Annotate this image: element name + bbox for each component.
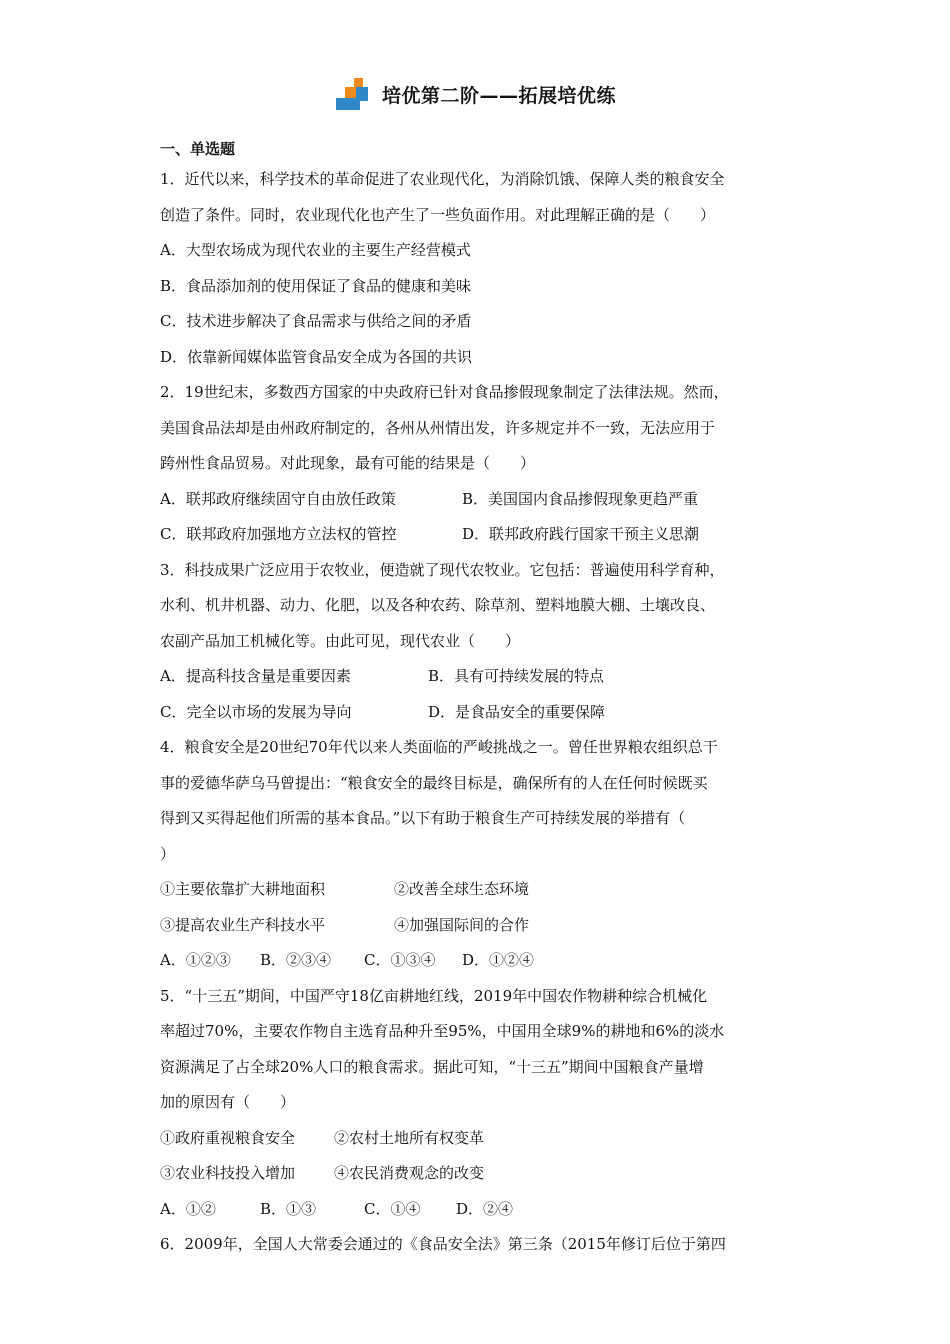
option-b: B．美国国内食品掺假现象更趋严重 [462,489,699,508]
option-b: B．具有可持续发展的特点 [428,667,605,685]
statement-row [160,908,796,944]
logo-icon [334,78,376,110]
question-text-line: 5．“十三五”期间，中国严守18亿亩耕地红线，2019年中国农作物耕种综合机械化 [160,986,708,1005]
question-6 [160,1227,796,1263]
question-text-line: 美国食品法却是由州政府制定的，各州从州情出发，许多规定并不一致，无法应用于 [160,418,716,437]
option-row [160,482,796,518]
statement-item: ④加强国际间的合作 [394,915,530,934]
question-1 [160,162,796,375]
question-text-line: 得到又买得起他们所需的基本食品。”以下有助于粮食生产可持续发展的举措有（ [160,809,686,827]
statement-item: ①政府重视粮食安全 [160,1128,296,1147]
option-b: B．②③④ [260,951,332,969]
page-header [0,74,950,114]
question-4 [160,730,796,979]
question-text-line: 事的爱德华萨乌马曾提出：“粮食安全的最终目标是，确保所有的人在任何时候既买 [160,773,708,792]
question-text-line: 6．2009年，全国人大常委会通过的《食品安全法》第三条（2015年修订后位于第四 [160,1235,726,1253]
question-2 [160,375,796,553]
option-a: A．联邦政府继续固守自由放任政策 [160,489,396,508]
question-text-line: 农副产品加工机械化等。由此可见，现代农业（ ） [160,631,521,650]
option-b: B．食品添加剂的使用保证了食品的健康和美味 [160,276,472,295]
option-row [160,659,796,695]
question-text-line: 率超过70%，主要农作物自主选育品种升至95%，中国用全球9%的耕地和6%的淡水 [160,1022,725,1040]
question-text-line: 创造了条件。同时，农业现代化也产生了一些负面作用。对此理解正确的是（ ） [160,205,716,224]
question-text-line: 加的原因有（ ） [160,1093,296,1111]
question-text-line: 资源满足了占全球20%人口的粮食需求。据此可知，“十三五”期间中国粮食产量增 [160,1057,704,1076]
option-row [160,1192,796,1228]
page-title: 培优第二阶——拓展培优练 [381,84,616,107]
statement-item: ③农业科技投入增加 [160,1164,296,1182]
question-text-line: 2．19世纪末，多数西方国家的中央政府已针对食品掺假现象制定了法律法规。然而， [160,383,729,401]
option-a: A．①② [160,1199,216,1218]
option-a: A．提高科技含量是重要因素 [160,667,351,685]
option-d: D．②④ [456,1199,514,1218]
option-a: A．大型农场成为现代农业的主要生产经营模式 [160,241,471,259]
statement-row [160,1156,796,1192]
option-d: D．联邦政府践行国家干预主义思潮 [462,525,700,543]
option-d: D．是食品安全的重要保障 [428,702,606,721]
statement-item: ②农村土地所有权变革 [334,1128,485,1147]
option-row [160,517,796,553]
option-row [160,943,796,979]
statement-row [160,1121,796,1157]
option-c: C．完全以市场的发展为导向 [160,702,352,721]
question-text-line: 3．科技成果广泛应用于农牧业，便造就了现代农牧业。它包括：普遍使用科学育种， [160,560,725,579]
option-c: C．①④ [364,1199,421,1218]
question-text-line: 4．粮食安全是20世纪70年代以来人类面临的严峻挑战之一。曾任世界粮农组织总干 [160,738,718,756]
question-text-line: ） [160,844,176,863]
option-a: A．①②③ [160,951,231,969]
question-text-line: 跨州性食品贸易。对此现象，最有可能的结果是（ ） [160,454,536,472]
option-c: C．①③④ [364,951,436,969]
option-c: C．技术进步解决了食品需求与供给之间的矛盾 [160,312,472,330]
section-title: 一、单选题 [160,140,236,158]
question-3 [160,553,796,731]
question-text-line: 水利、机井机器、动力、化肥，以及各种农药、除草剂、塑料地膜大棚、土壤改良、 [160,596,716,614]
option-d: D．依靠新闻媒体监管食品安全成为各国的共识 [160,347,473,366]
statement-item: ④农民消费观念的改变 [334,1164,485,1182]
option-d: D．①②④ [462,951,535,969]
question-text-line: 1．近代以来，科学技术的革命促进了农业现代化，为消除饥饿、保障人类的粮食安全 [160,170,725,188]
option-c: C．联邦政府加强地方立法权的管控 [160,525,397,543]
question-5 [160,979,796,1228]
question-list [160,138,796,1263]
statement-item: ①主要依靠扩大耕地面积 [160,880,326,898]
statement-row [160,872,796,908]
statement-item: ③提高农业生产科技水平 [160,915,326,934]
statement-item: ②改善全球生态环境 [394,880,530,898]
option-b: B．①③ [260,1199,317,1218]
option-row [160,695,796,731]
